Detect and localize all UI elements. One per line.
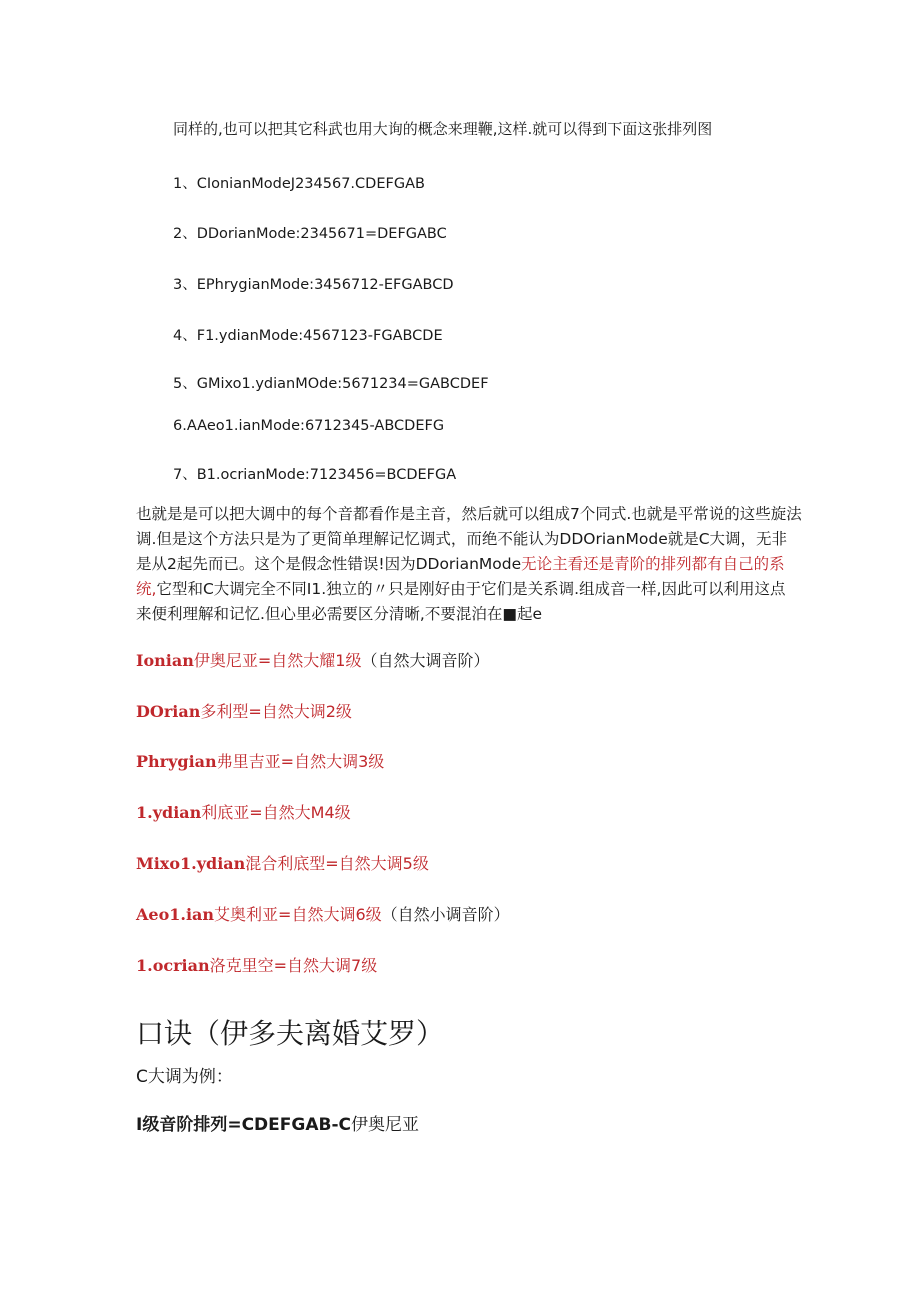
scale-line: I级音阶排列=CDEFGAB-C伊奥尼亚 <box>136 1115 419 1135</box>
definition-phrygian: Phrygian弗里吉亚=自然大调3级 <box>136 752 385 771</box>
intro-text: 同样的,也可以把其它科武也用大询的概念来理鞭,这样.就可以得到下面这张排列图 <box>173 120 713 138</box>
mode-item-ionian: 1、CIonianModeJ234567.CDEFGAB <box>173 176 425 192</box>
mode-item-phrygian: 3、EPhrygianMode:3456712-EFGABCD <box>173 277 454 293</box>
paragraph-line-3: 是从2起先而已。这个是假念性错误!因为DDorianMode无论主看还是青阶的排列都有自己的系 <box>136 555 785 573</box>
highlight-text-cont: 统, <box>136 580 157 598</box>
definition-lydian: 1.ydian利底亚=自然大M4级 <box>136 803 351 822</box>
highlight-text: 无论主看还是青阶的排列都有自己的系 <box>521 555 785 573</box>
paragraph-line-4: 统,它型和C大调完全不同I1.独立的〃只是刚好由于它们是关系调.组成音一样,因此可以利用这点 <box>136 580 786 598</box>
mode-item-locrian: 7、B1.ocrianMode:7123456=BCDEFGA <box>173 467 457 483</box>
paragraph-line-2: 调.但是这个方法只是为了更简单理解记忆调式，而绝不能认为DDOrianMode就是C大调，无非 <box>136 530 788 548</box>
definition-dorian: DOrian多利型=自然大调2级 <box>136 702 352 721</box>
definition-aeolian: Aeo1.ian艾奥利亚=自然大调6级（自然小调音阶） <box>136 905 510 924</box>
mode-item-mixolydian: 5、GMixo1.ydianMOde:5671234=GABCDEF <box>173 376 489 392</box>
mode-item-aeolian: 6.AAeo1.ianMode:6712345-ABCDEFG <box>173 418 445 434</box>
explanation-paragraph <box>136 502 802 627</box>
mode-item-lydian: 4、F1.ydianMode:4567123-FGABCDE <box>173 328 443 344</box>
mnemonic-heading: 口诀（伊多夫离婚艾罗） <box>136 1017 445 1050</box>
example-label: C大调为例： <box>136 1067 233 1087</box>
definition-ionian: Ionian伊奥尼亚=自然大耀1级（自然大调音阶） <box>136 651 490 670</box>
paragraph-line-5: 来便利理解和记忆.但心里必需要区分清晰,不要混泊在■起e <box>136 605 543 623</box>
definition-locrian: 1.ocrian洛克里空=自然大调7级 <box>136 956 378 975</box>
paragraph-line-1: 也就是是可以把大调中的每个音都看作是主音，然后就可以组成7个同式.也就是平常说的这些旋法 <box>136 505 802 523</box>
mode-item-dorian: 2、DDorianMode:2345671=DEFGABC <box>173 226 447 242</box>
definition-mixolydian: Mixo1.ydian混合利底型=自然大调5级 <box>136 854 429 873</box>
